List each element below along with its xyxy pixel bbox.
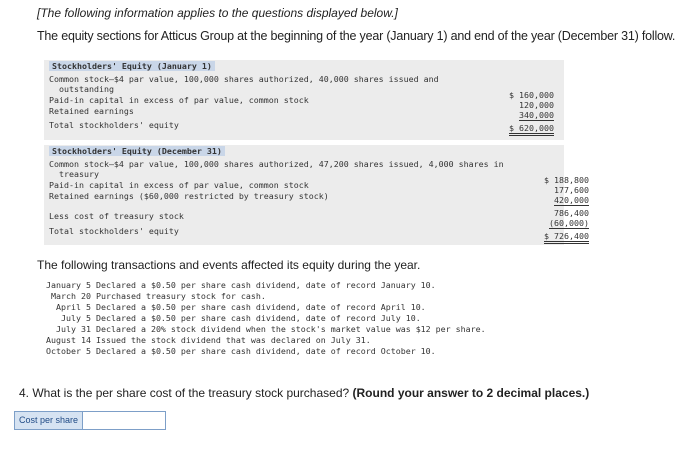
- jan-row-retained: Retained earnings: [49, 106, 134, 116]
- jan-row-paid-in: Paid-in capital in excess of par value, common stock: [49, 95, 309, 105]
- equity-table-december-title: Stockholders' Equity (December 31): [49, 146, 225, 156]
- jan-row-common-stock: Common stock—$4 par value, 100,000 shares authorized, 40,000 shares issued and: [49, 74, 439, 84]
- cost-per-share-input[interactable]: [95, 412, 165, 429]
- equity-table-january-title: Stockholders' Equity (January 1): [49, 61, 215, 71]
- dec-row-common-stock: Common stock—$4 par value, 100,000 shares authorized, 47,200 shares issued, 4,000 shares in: [49, 159, 504, 169]
- question-rounding-note: (Round your answer to 2 decimal places.): [352, 386, 590, 400]
- jan-amount-common-stock: $ 160,000: [509, 90, 554, 100]
- transactions-heading: The following transactions and events affected its equity during the year.: [37, 258, 421, 272]
- transaction-row: July 31 Declared a 20% stock dividend when the stock's market value was $12 per share.: [56, 324, 486, 334]
- equity-table-december: [44, 145, 589, 245]
- question-text: 4. What is the per share cost of the treasury stock purchased? (Round your answer to 2 decimal places.): [19, 386, 590, 400]
- dec-amount-retained: 420,000: [554, 195, 589, 205]
- dec-row-retained: Retained earnings ($60,000 restricted by treasury stock): [49, 191, 329, 201]
- jan-amount-paid-in: 120,000: [519, 100, 554, 110]
- jan-amount-retained: 340,000: [519, 110, 554, 120]
- transaction-row: October 5 Declared a $0.50 per share cash dividend, date of record October 10.: [46, 346, 436, 356]
- jan-row-common-stock-cont: outstanding: [59, 84, 114, 94]
- transaction-row: August 14 Issued the stock dividend that was declared on July 31.: [46, 335, 371, 345]
- cost-per-share-label: Cost per share: [15, 412, 83, 429]
- cost-per-share-field[interactable]: [14, 411, 166, 430]
- jan-row-total: Total stockholders' equity: [49, 120, 179, 130]
- transaction-row: April 5 Declared a $0.50 per share cash dividend, date of record April 10.: [56, 302, 426, 312]
- dec-amount-common-stock: $ 188,800: [544, 175, 589, 185]
- dec-row-common-stock-cont: treasury: [59, 169, 99, 179]
- equity-table-january: [44, 60, 564, 140]
- jan-amount-total: $ 620,000: [509, 123, 554, 136]
- dec-amount-total: $ 726,400: [544, 231, 589, 244]
- dec-amount-paid-in: 177,600: [554, 185, 589, 195]
- lead-sentence: The equity sections for Atticus Group at the beginning of the year (January 1) and end of the year (December 31) follow.: [37, 29, 676, 43]
- transaction-row: July 5 Declared a $0.50 per share cash dividend, date of record July 10.: [61, 313, 421, 323]
- dec-row-treasury: Less cost of treasury stock: [49, 211, 184, 221]
- transaction-row: January 5 Declared a $0.50 per share cash dividend, date of record January 10.: [46, 280, 436, 290]
- transactions-list: [46, 280, 656, 360]
- dec-amount-treasury: (60,000): [549, 218, 589, 228]
- transaction-row: March 20 Purchased treasury stock for cash.: [51, 291, 266, 301]
- dec-row-paid-in: Paid-in capital in excess of par value, common stock: [49, 180, 309, 190]
- dec-row-total: Total stockholders' equity: [49, 226, 179, 236]
- dec-amount-subtotal: 786,400: [554, 208, 589, 218]
- intro-note: [The following information applies to the questions displayed below.]: [37, 6, 398, 20]
